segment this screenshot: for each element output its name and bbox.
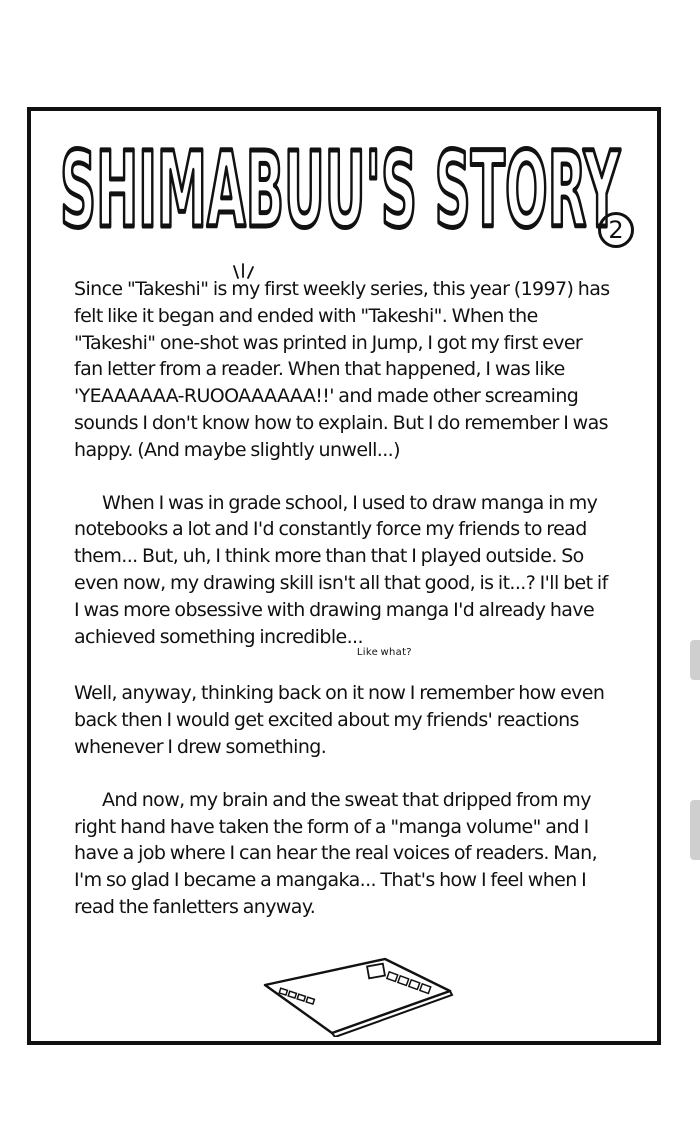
paragraph: Since "Takeshi" is my first weekly series, this year (1997) has felt like it began and ended with "Takeshi". When the "Takeshi" one-shot was printed in Jump, I got my first ever fan letter from a reader. When that happened, I was like 'YEAAAAAA-RUOOAAAAAA!!' and made other screaming sounds I don't know how to explain. But I do remember I was happy. (And maybe slightly unwell...) — [74, 278, 610, 461]
title-text: SHIMABUU'S STORY — [60, 129, 621, 251]
story-number-badge: 2 — [598, 212, 634, 248]
story-body — [74, 276, 614, 947]
envelope-icon — [260, 955, 455, 1037]
aside-note: Like what? — [356, 646, 412, 658]
paragraph: And now, my brain and the sweat that dripped from my right hand have taken the form of a "manga volume" and I have a job where I can hear the real voices of readers. Man, I'm so glad I became a mangaka... That's how I feel when I read the fanletters anyway. — [74, 788, 598, 918]
paragraph-text: When I was in grade school, I used to draw manga in my notebooks a lot and I'd constantly force my friends to read them... But, uh, I think more than that I played outside. So even now, my drawing skill isn't all that good, is it...? I'll bet if I was more obsessive with drawing manga I'd already have achieved something incredible... — [74, 491, 608, 648]
paragraph — [74, 490, 614, 658]
page-title — [40, 118, 640, 251]
paragraph: Well, anyway, thinking back on it now I remember how even back then I would get excited about my friends' reactions whenever I drew something. — [74, 682, 605, 758]
page-edge-mark — [690, 800, 700, 860]
page-edge-mark — [690, 640, 700, 680]
